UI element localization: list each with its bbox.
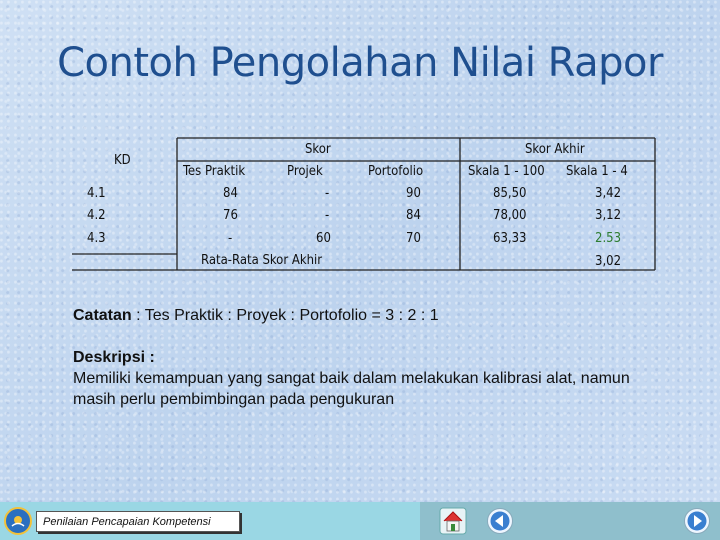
row-3-tes: - <box>228 231 233 246</box>
header-projek: Projek <box>287 164 323 179</box>
row-3-portofolio: 70 <box>406 231 421 246</box>
deskripsi-text: Memiliki kemampuan yang sangat baik dalam melakukan kalibrasi alat, namun masih perlu pembimbingan pada pengukuran <box>73 370 630 408</box>
row-3-kd: 4.3 <box>87 231 106 246</box>
row-1-skala-4: 3,42 <box>595 186 622 201</box>
back-icon[interactable] <box>486 507 514 535</box>
forward-icon[interactable] <box>683 507 711 535</box>
row-1-tes: 84 <box>223 186 238 201</box>
row-2-tes: 76 <box>223 208 238 223</box>
catatan <box>73 305 673 326</box>
header-skala-100: Skala 1 - 100 <box>468 164 545 179</box>
row-1-portofolio: 90 <box>406 186 421 201</box>
header-skor: Skor <box>305 142 331 157</box>
slide-title: Contoh Pengolahan Nilai Rapor <box>57 40 663 86</box>
average-value: 3,02 <box>595 254 622 269</box>
deskripsi-label: Deskripsi : <box>73 349 155 366</box>
row-1-projek: - <box>325 186 330 201</box>
catatan-text: : Tes Praktik : Proyek : Portofolio = 3 : 2 : 1 <box>131 307 439 324</box>
row-2-skala-4: 3,12 <box>595 208 622 223</box>
footer-bar <box>0 502 720 540</box>
row-2-skala-100: 78,00 <box>493 208 527 223</box>
header-kd: KD <box>114 153 131 168</box>
table-grid-lines <box>72 137 662 272</box>
logo-icon <box>4 507 32 535</box>
row-2-portofolio: 84 <box>406 208 421 223</box>
notes-section <box>73 305 673 410</box>
footer-label: Penilaian Pencapaian Kompetensi <box>36 511 240 532</box>
header-skala-4: Skala 1 - 4 <box>566 164 628 179</box>
row-2-projek: - <box>325 208 330 223</box>
home-icon[interactable] <box>439 507 467 535</box>
row-1-skala-100: 85,50 <box>493 186 527 201</box>
row-3-skala-4: 2.53 <box>595 231 622 246</box>
row-2-kd: 4.2 <box>87 208 106 223</box>
header-portofolio: Portofolio <box>368 164 424 179</box>
row-3-skala-100: 63,33 <box>493 231 527 246</box>
row-1-kd: 4.1 <box>87 186 106 201</box>
average-label: Rata-Rata Skor Akhir <box>201 253 323 268</box>
header-tes-praktik: Tes Praktik <box>183 164 246 179</box>
catatan-label: Catatan <box>73 307 132 324</box>
row-3-projek: 60 <box>316 231 331 246</box>
header-skor-akhir: Skor Akhir <box>525 142 585 157</box>
